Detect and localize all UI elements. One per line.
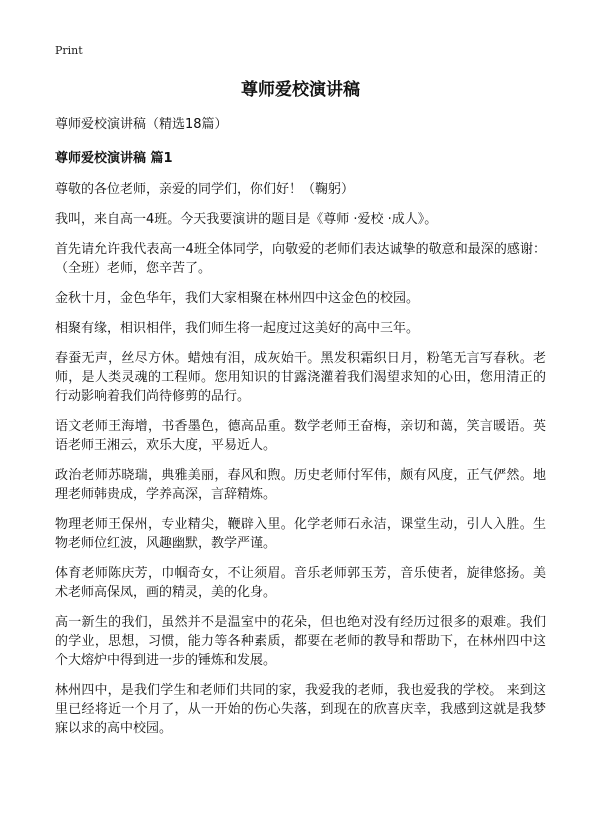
paragraph-humanities-teachers: 政治老师苏晓瑞，典雅美丽，春风和煦。历史老师付军伟，颇有风度，正气俨然。地理老师韩贵成，学养高深，言辞精炼。 bbox=[55, 468, 546, 502]
paragraph-greeting: 尊敬的各位老师，亲爱的同学们，你们好！（鞠躬） bbox=[55, 182, 355, 197]
paragraph-thanks: 首先请允许我代表高一4班全体同学，向敬爱的老师们表达诚挚的敬意和最深的感谢：（全班）老师，您辛苦了。 bbox=[55, 242, 546, 276]
section-heading: 尊师爱校演讲稿 篇1 bbox=[55, 151, 173, 166]
paragraph-introduction: 我叫，来自高一4班。今天我要演讲的题目是《尊师 ·爱校 ·成人》。 bbox=[55, 212, 438, 227]
paragraph-teacher-praise: 春蚕无声，丝尽方休。蜡烛有泪，成灰始干。黑发积霜织日月，粉笔无言写春秋。老师，是人类灵魂的工程师。您用知识的甘露浇灌着我们渴望求知的心田，您用清正的行动影响着我们尚待修剪的品行。 bbox=[55, 351, 546, 404]
document-subtitle: 尊师爱校演讲稿（精选18篇） bbox=[55, 117, 228, 132]
paragraph-together: 相聚有缘，相识相伴，我们师生将一起度过这美好的高中三年。 bbox=[55, 321, 420, 336]
paragraph-school-home: 林州四中，是我们学生和老师们共同的家，我爱我的老师，我也爱我的学校。 来到这里已经将近一个月了，从一开始的伤心失落，到现在的欣喜庆幸，我感到这就是我梦寐以求的高中校园。 bbox=[55, 683, 546, 736]
page-title: 尊师爱校演讲稿 bbox=[241, 80, 360, 100]
paragraph-language-teachers: 语文老师王海增，书香墨色，德高品重。数学老师王奋梅，亲切和蔼，笑言暖语。英语老师王湘云，欢乐大度，平易近人。 bbox=[55, 419, 546, 453]
paragraph-science-teachers: 物理老师王保州，专业精尖，鞭辟入里。化学老师石永洁，课堂生动，引人入胜。生物老师位红波，风趣幽默，教学严谨。 bbox=[55, 517, 546, 551]
paragraph-arts-teachers: 体育老师陈庆芳，巾帼奇女，不让须眉。音乐老师郭玉芳，音乐使者，旋律悠扬。美术老师高保凤，画的精灵，美的化身。 bbox=[55, 566, 546, 600]
paragraph-new-students: 高一新生的我们，虽然并不是温室中的花朵，但也绝对没有经历过很多的艰难。我们的学业，思想，习惯，能力等各种素质，都要在老师的教导和帮助下，在林州四中这个大熔炉中得到进一步的锤炼和发展。 bbox=[55, 615, 546, 668]
print-link[interactable]: Print bbox=[55, 44, 83, 57]
paragraph-autumn: 金秋十月，金色华年，我们大家相聚在林州四中这金色的校园。 bbox=[55, 291, 420, 306]
